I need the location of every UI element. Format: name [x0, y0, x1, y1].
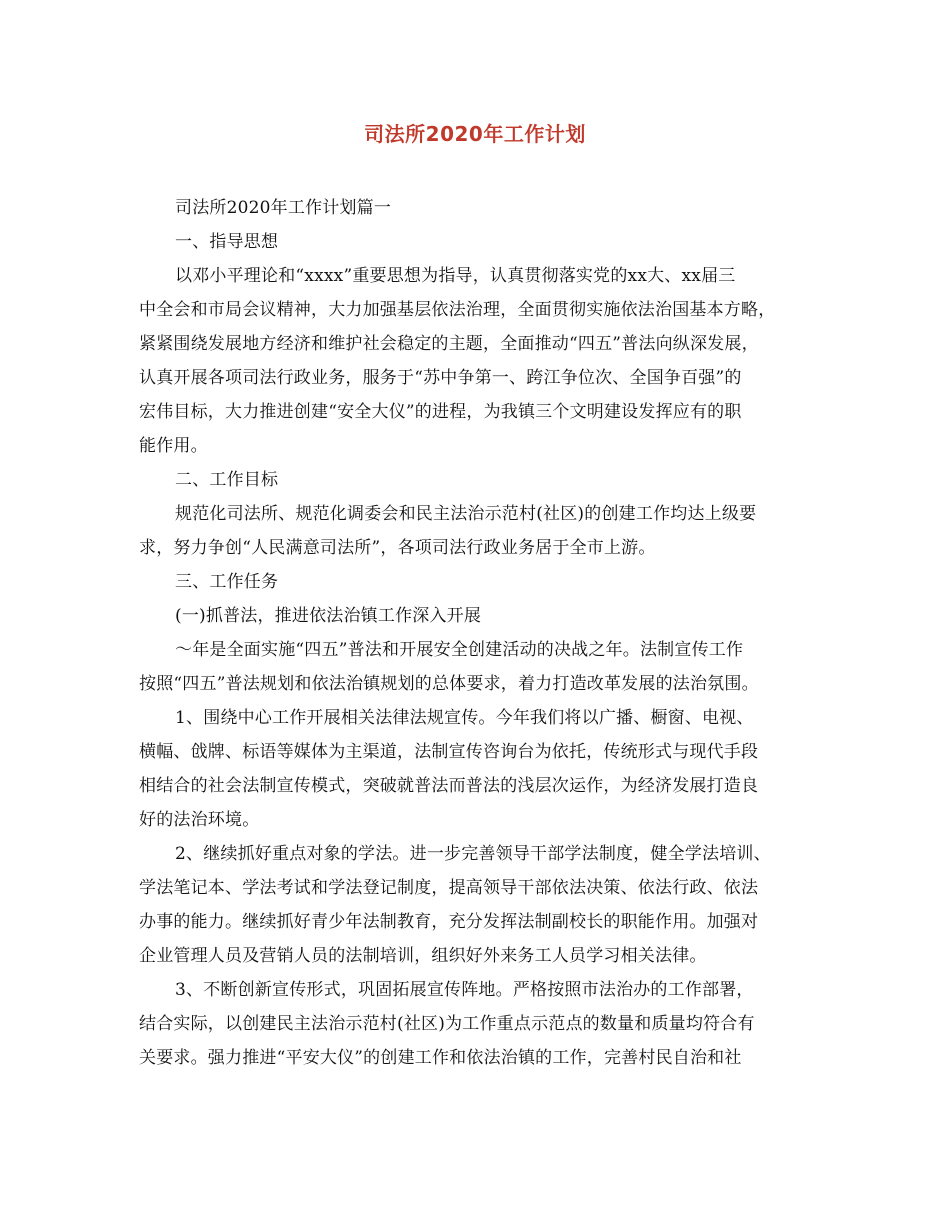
body-text-line: 结合实际，以创建民主法治示范村(社区)为工作重点示范点的数量和质量均符合有	[139, 1014, 755, 1034]
body-text-line: 办事的能力。继续抓好青少年法制教育，充分发挥法制副校长的职能作用。加强对	[139, 912, 759, 932]
document-title: 司法所2020年工作计划	[364, 122, 586, 146]
body-text-line: 三、工作任务	[175, 572, 279, 592]
body-text-line: 按照“四五”普法规划和依法治镇规划的总体要求，着力打造改革发展的法治氛围。	[139, 674, 759, 694]
body-text-line: 关要求。强力推进“平安大仪”的创建工作和依法治镇的工作，完善村民自治和社	[139, 1048, 742, 1068]
body-text-line: 宏伟目标，大力推进创建“安全大仪”的进程，为我镇三个文明建设发挥应有的职	[139, 402, 742, 422]
body-text-line: 1、围绕中心工作开展相关法律法规宣传。今年我们将以广播、橱窗、电视、	[175, 708, 754, 728]
body-text-line: 好的法治环境。	[139, 810, 260, 830]
body-text-line: 紧紧围绕发展地方经济和维护社会稳定的主题，全面推动“四五”普法向纵深发展，	[139, 334, 759, 354]
body-text-line: 3、不断创新宣传形式，巩固拓展宣传阵地。严格按照市法治办的工作部署，	[175, 980, 754, 1000]
body-text-line: 中全会和市局会议精神，大力加强基层依法治理，全面贯彻实施依法治国基本方略，	[139, 300, 776, 320]
body-text-line: 以邓小平理论和“xxxx”重要思想为指导，认真贯彻落实党的xx大、xx届三	[175, 266, 736, 286]
body-text-line: 横幅、戗牌、标语等媒体为主渠道，法制宣传咨询台为依托，传统形式与现代手段	[139, 742, 759, 762]
body-text-line: 2、继续抓好重点对象的学法。进一步完善领导干部学法制度，健全学法培训、	[175, 844, 771, 864]
body-text-line: 规范化司法所、规范化调委会和民主法治示范村(社区)的创建工作均达上级要	[175, 504, 757, 524]
body-text-line: 二、工作目标	[175, 470, 279, 490]
body-text-line: 司法所2020年工作计划篇一	[175, 198, 392, 218]
body-text-line: 企业管理人员及营销人员的法制培训，组织好外来务工人员学习相关法律。	[139, 946, 707, 966]
body-text-line: 学法笔记本、学法考试和学法登记制度，提高领导干部依法决策、依法行政、依法	[139, 878, 759, 898]
body-text-line: 相结合的社会法制宣传模式，突破就普法而普法的浅层次运作，为经济发展打造良	[139, 776, 759, 796]
body-text-line: 能作用。	[139, 436, 208, 456]
body-text-line: ～年是全面实施“四五”普法和开展安全创建活动的决战之年。法制宣传工作	[175, 640, 744, 660]
body-text-line: 认真开展各项司法行政业务，服务于“苏中争第一、跨江争位次、全国争百强”的	[139, 368, 742, 388]
body-text-line: 一、指导思想	[175, 232, 279, 252]
body-text-line: 求，努力争创“人民满意司法所”，各项司法行政业务居于全市上游。	[139, 538, 656, 558]
body-text-line: (一)抓普法，推进依法治镇工作深入开展	[175, 606, 482, 626]
document-body	[139, 191, 829, 1075]
